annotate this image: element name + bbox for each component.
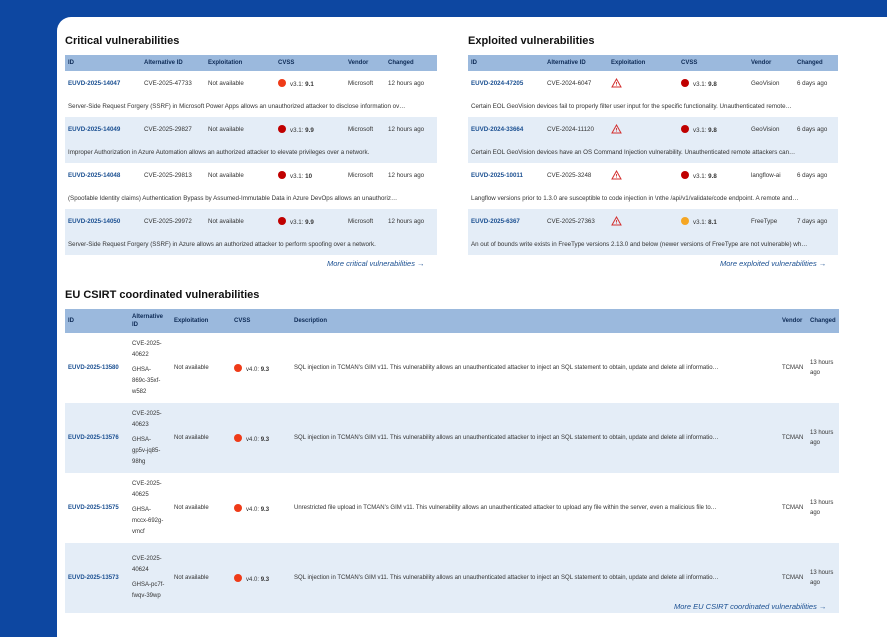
table-row[interactable] [468, 209, 838, 234]
exploitation-status: Not available [208, 80, 244, 87]
warning-icon [611, 124, 622, 134]
description-row [65, 142, 437, 163]
exploitation-status: Not available [208, 172, 244, 179]
description-row [468, 96, 838, 117]
alt-id: CVE-2024-6047 [547, 80, 592, 87]
cvss-version: v3.1: [693, 81, 707, 88]
alt-id-line: GHSA- [132, 436, 152, 443]
alt-id-line: CVE-2025- [132, 410, 162, 417]
vuln-id-link[interactable]: EUVD-2025-13580 [68, 365, 119, 371]
description: Certain EOL GeoVision devices fail to properly filter user input for the specific functionality. Unauthenticated remote… [471, 103, 792, 110]
col-header: Exploitation [608, 55, 678, 71]
vendor: Microsoft [348, 172, 374, 179]
cvss-score: 9.3 [260, 576, 270, 583]
cvss-cell [678, 117, 748, 142]
cvss-score: 9.1 [305, 81, 314, 88]
table-row[interactable] [468, 117, 838, 142]
cvss-cell [678, 71, 748, 96]
vendor: TCMAN [782, 505, 804, 511]
alt-id-line: mccx-692g- [132, 517, 164, 524]
severity-dot-icon [278, 217, 286, 225]
exploitation-status: Not available [205, 209, 275, 234]
exploitation-status: Not available [174, 365, 209, 371]
changed-line: ago [810, 440, 821, 446]
exploitation-status: Not available [171, 543, 231, 613]
col-header: Exploitation [171, 309, 231, 333]
alt-ids [129, 473, 171, 543]
alt-id-line: w582 [132, 388, 147, 395]
col-header: ID [468, 55, 544, 71]
description: An out of bounds write exists in FreeType versions 2.13.0 and below (newer versions of FreeType are not vulnerable) wh… [468, 234, 838, 255]
description: SQL injection in TCMAN's GIM v11. This vulnerability allows an unauthenticated attacker to inject an SQL statement to obtain, update and delete all informatio… [294, 365, 719, 371]
cvss-version: v3.1: [290, 81, 304, 88]
vuln-id-link[interactable]: EUVD-2025-13576 [65, 403, 129, 473]
changed-line: 13 hours [810, 500, 834, 506]
cvss-score: 9.3 [260, 436, 270, 443]
alt-id-line: GHSA- [132, 506, 152, 513]
exploitation-cell [608, 117, 678, 142]
critical-header-row [65, 55, 437, 71]
warning-icon [611, 170, 622, 180]
description: Server-Side Request Forgery (SSRF) in Microsoft Power Apps allows an unauthorized attacker to disclose information ov… [68, 103, 406, 110]
cvss-cell [275, 71, 345, 96]
cvss-score: 9.9 [305, 127, 314, 134]
changed: 12 hours ago [385, 209, 437, 234]
vendor: langflow-ai [751, 172, 781, 179]
vuln-id-link[interactable]: EUVD-2025-14048 [68, 172, 121, 179]
description: Unrestricted file upload in TCMAN's GIM v11. This vulnerability allows an unauthenticated attacker to upload any file within the server, even a malicious file to… [294, 505, 717, 511]
exploitation-cell [608, 163, 678, 188]
severity-dot-icon [681, 171, 689, 179]
cvss-version: v3.1: [693, 127, 707, 134]
alt-id-line: gp5v-jq85- [132, 447, 161, 454]
csirt-title: EU CSIRT coordinated vulnerabilities [65, 289, 260, 301]
alt-id-line: 40622 [132, 351, 149, 358]
exploitation-status: Not available [171, 403, 231, 473]
vuln-id-link[interactable]: EUVD-2024-47205 [471, 80, 524, 87]
vendor: GeoVision [751, 80, 780, 87]
alt-id: CVE-2025-27363 [544, 209, 608, 234]
cvss-cell [275, 209, 345, 234]
cvss-score: 9.8 [708, 127, 717, 134]
severity-dot-icon [234, 434, 242, 442]
vendor: TCMAN [782, 365, 804, 371]
table-row[interactable] [65, 163, 437, 188]
vendor: Microsoft [345, 209, 385, 234]
cvss-cell [231, 473, 291, 543]
cvss-cell [275, 163, 345, 188]
cvss-cell [231, 333, 291, 403]
table-row[interactable] [65, 209, 437, 234]
more-critical-link[interactable]: More critical vulnerabilities → [327, 259, 425, 268]
more-exploited-link[interactable]: More exploited vulnerabilities → [720, 259, 827, 268]
col-header: CVSS [275, 55, 345, 71]
alt-id-line: GHSA-pc7f- [132, 582, 165, 588]
cvss-cell [678, 163, 748, 188]
changed: 12 hours ago [388, 80, 425, 87]
alt-id-line: CVE-2025- [132, 480, 162, 487]
cvss-version: v4.0: [246, 366, 260, 373]
exploitation-status: Not available [205, 117, 275, 142]
changed [807, 333, 839, 403]
alt-id-line: vmcf [132, 528, 145, 535]
vendor: FreeType [748, 209, 794, 234]
table-row[interactable] [65, 333, 839, 403]
cvss-score: 9.3 [260, 506, 270, 513]
alt-ids [129, 543, 171, 613]
alt-id-line: 869c-35xf- [132, 377, 161, 384]
description-row [468, 142, 838, 163]
table-row[interactable] [468, 71, 838, 96]
alt-id-line: CVE-2025- [132, 556, 162, 562]
changed-line: ago [810, 370, 821, 376]
col-header: Description [291, 309, 779, 333]
cvss-version: v3.1: [693, 219, 707, 226]
more-csirt-link[interactable]: More EU CSIRT coordinated vulnerabilities → [674, 602, 827, 611]
vendor: Microsoft [345, 117, 385, 142]
vuln-id-link[interactable]: EUVD-2025-10011 [471, 172, 523, 179]
cvss-score: 9.8 [708, 81, 717, 88]
exploitation-cell [608, 71, 678, 96]
changed-line: 13 hours [810, 430, 834, 436]
changed: 7 days ago [794, 209, 838, 234]
table-row[interactable] [65, 71, 437, 96]
col-header: Changed [385, 55, 437, 71]
changed: 6 days ago [794, 117, 838, 142]
col-header: Exploitation [205, 55, 275, 71]
exploited-panel [468, 35, 838, 255]
severity-dot-icon [278, 171, 286, 179]
cvss-version: v4.0: [246, 436, 260, 443]
alt-id-line: CVE-2025- [132, 340, 162, 347]
changed: 6 days ago [797, 172, 828, 179]
changed-line: ago [810, 580, 821, 586]
description: Improper Authorization in Azure Automation allows an authorized attacker to elevate privileges over a network. [65, 142, 437, 163]
alt-ids [129, 333, 171, 403]
cvss-cell [678, 209, 748, 234]
alt-id-line: 40624 [132, 567, 149, 573]
csirt-panel [65, 289, 839, 613]
table-row[interactable] [65, 117, 437, 142]
alt-id-line: 98hg [132, 458, 146, 465]
col-header: ID [65, 309, 129, 333]
cvss-score: 9.8 [708, 173, 717, 180]
severity-dot-icon [681, 125, 689, 133]
critical-title: Critical vulnerabilities [65, 35, 180, 47]
col-header: Alternative ID [544, 55, 608, 71]
vuln-id-link[interactable]: EUVD-2025-6367 [468, 209, 544, 234]
changed-line: 13 hours [810, 360, 834, 366]
warning-icon [611, 216, 622, 226]
exploitation-cell [608, 209, 678, 234]
severity-dot-icon [234, 574, 242, 582]
csirt-header-row [65, 309, 839, 333]
cvss-cell [231, 543, 291, 613]
col-header: CVSS [678, 55, 748, 71]
alt-id: CVE-2025-29972 [141, 209, 205, 234]
table-row[interactable] [65, 403, 839, 473]
cvss-score: 10 [305, 173, 313, 180]
cvss-score: 8.1 [708, 219, 717, 226]
vendor: TCMAN [779, 403, 807, 473]
exploited-table [468, 55, 838, 255]
changed: 12 hours ago [385, 117, 437, 142]
vendor: TCMAN [779, 543, 807, 613]
exploited-title: Exploited vulnerabilities [468, 35, 595, 47]
alt-id-line: 40623 [132, 421, 149, 428]
vuln-id-link[interactable]: EUVD-2025-13575 [68, 505, 119, 511]
alt-id: CVE-2025-29827 [141, 117, 205, 142]
vendor: GeoVision [748, 117, 794, 142]
vuln-id-link[interactable]: EUVD-2025-13573 [65, 543, 129, 613]
cvss-version: v3.1: [290, 173, 304, 180]
col-header: Vendor [779, 309, 807, 333]
description-row [468, 188, 838, 209]
col-header: Alternative ID [129, 309, 171, 333]
severity-dot-icon [278, 79, 286, 87]
critical-panel [65, 35, 437, 255]
description: Server-Side Request Forgery (SSRF) in Azure allows an authorized attacker to perform spoofing over a network. [65, 234, 437, 255]
alt-id-line: GHSA- [132, 366, 152, 373]
cvss-cell [231, 403, 291, 473]
critical-table [65, 55, 437, 255]
vendor: Microsoft [348, 80, 374, 87]
vuln-id-link[interactable]: EUVD-2025-14049 [65, 117, 141, 142]
changed: 12 hours ago [388, 172, 425, 179]
col-header: Alternative ID [141, 55, 205, 71]
vuln-id-link[interactable]: EUVD-2025-14050 [65, 209, 141, 234]
table-row[interactable] [65, 473, 839, 543]
cvss-score: 9.9 [305, 219, 314, 226]
col-header: Vendor [748, 55, 794, 71]
vuln-id-link[interactable]: EUVD-2025-14047 [68, 80, 121, 87]
changed-line: ago [810, 510, 821, 516]
exploited-header-row [468, 55, 838, 71]
description: (Spoofable Identity claims) Authentication Bypass by Assumed-Immutable Data in Azure DevOps allows an unauthoriz… [68, 195, 398, 202]
table-row[interactable] [468, 163, 838, 188]
cvss-cell [275, 117, 345, 142]
alt-ids [129, 403, 171, 473]
cvss-version: v3.1: [693, 173, 707, 180]
changed [807, 403, 839, 473]
cvss-version: v4.0: [246, 576, 260, 583]
description: Langflow versions prior to 1.3.0 are susceptible to code injection in \nthe /api/v1/validate/code endpoint. A remote and… [471, 195, 799, 202]
exploitation-status: Not available [174, 505, 209, 511]
warning-icon [611, 78, 622, 88]
changed: 6 days ago [797, 80, 828, 87]
severity-dot-icon [681, 79, 689, 87]
changed-line: 13 hours [810, 570, 834, 576]
cvss-version: v3.1: [290, 127, 304, 134]
description-row [65, 234, 437, 255]
alt-id: CVE-2025-47733 [144, 80, 192, 87]
col-header: CVSS [231, 309, 291, 333]
severity-dot-icon [681, 217, 689, 225]
cvss-score: 9.3 [260, 366, 270, 373]
changed [807, 473, 839, 543]
col-header: ID [65, 55, 141, 71]
description-row [65, 188, 437, 209]
alt-id-line: 40625 [132, 491, 149, 498]
description-row [65, 96, 437, 117]
description: SQL injection in TCMAN's GIM v11. This vulnerability allows an unauthenticated attacker to inject an SQL statement to obtain, update and delete all informatio… [291, 543, 779, 613]
csirt-table [65, 309, 839, 613]
description: Certain EOL GeoVision devices have an OS Command Injection vulnerability. Unauthenticated remote attackers can… [468, 142, 838, 163]
vuln-id-link[interactable]: EUVD-2024-33664 [468, 117, 544, 142]
cvss-version: v3.1: [290, 219, 304, 226]
col-header: Changed [794, 55, 838, 71]
alt-id-line: fwqv-39wp [132, 593, 161, 599]
severity-dot-icon [278, 125, 286, 133]
col-header: Changed [807, 309, 839, 333]
severity-dot-icon [234, 364, 242, 372]
alt-id: CVE-2024-11120 [544, 117, 608, 142]
alt-id: CVE-2025-29813 [144, 172, 192, 179]
col-header: Vendor [345, 55, 385, 71]
severity-dot-icon [234, 504, 242, 512]
alt-id: CVE-2025-3248 [547, 172, 592, 179]
cvss-version: v4.0: [246, 506, 260, 513]
description: SQL injection in TCMAN's GIM v11. This vulnerability allows an unauthenticated attacker to inject an SQL statement to obtain, update and delete all informatio… [291, 403, 779, 473]
description-row [468, 234, 838, 255]
